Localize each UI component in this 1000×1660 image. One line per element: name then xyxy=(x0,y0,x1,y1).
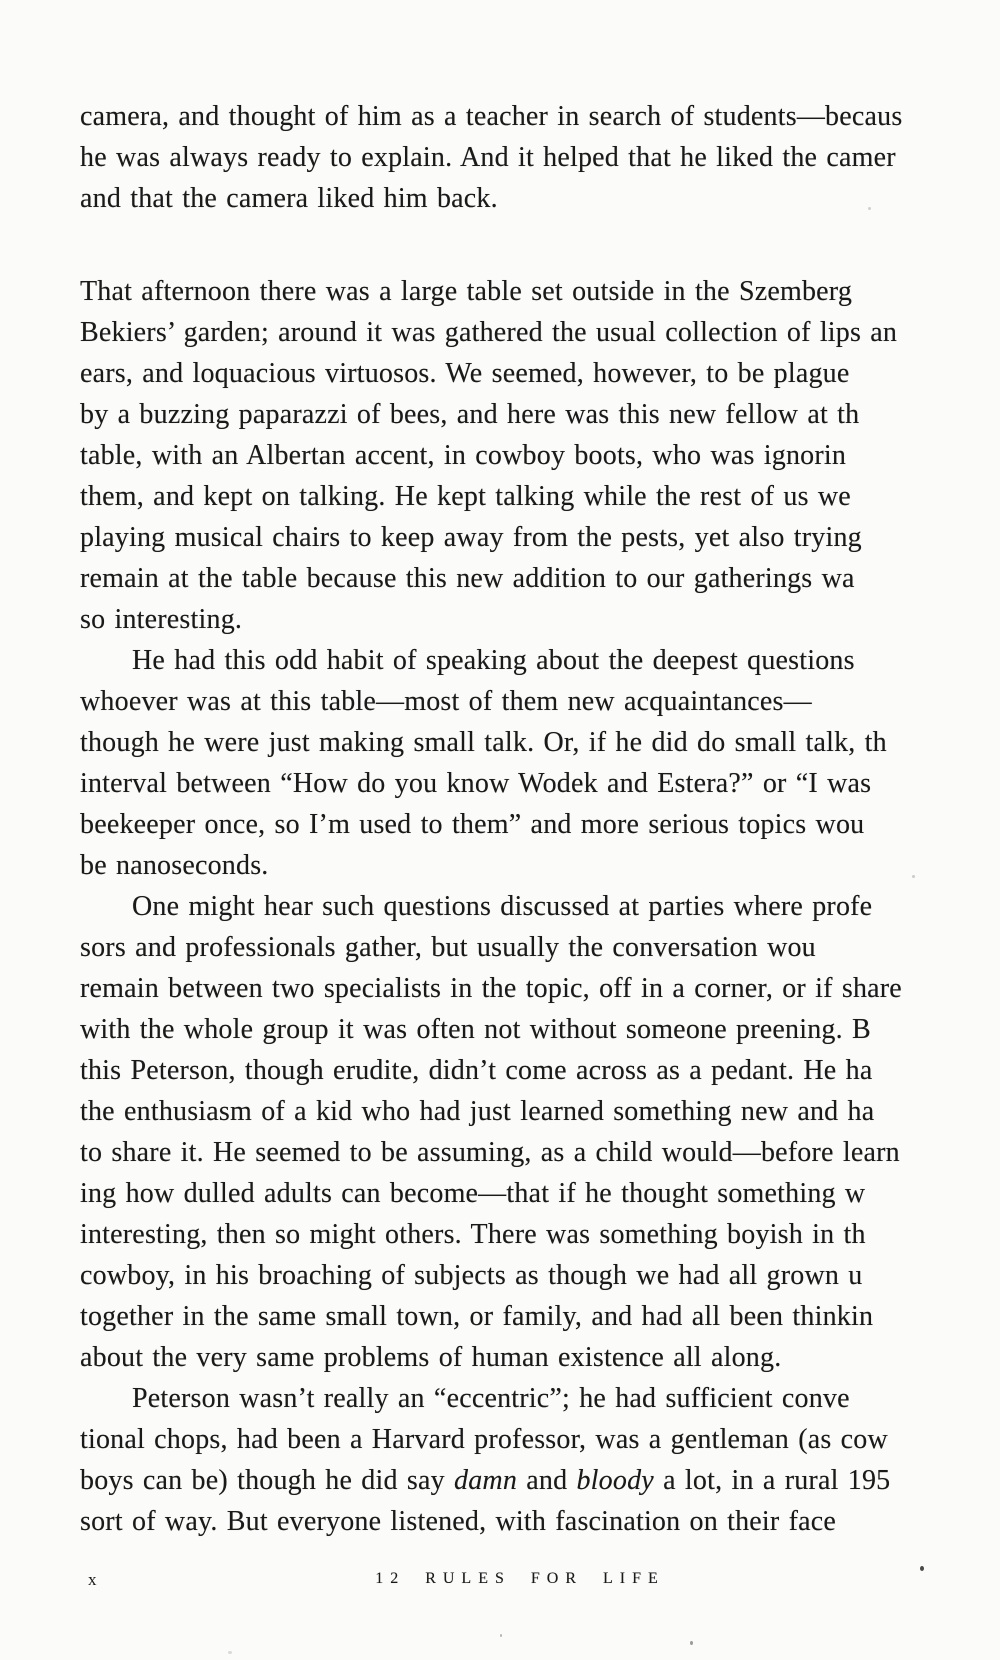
text-line: ing how dulled adults can become—that if he thought something w xyxy=(80,1178,866,1209)
text-line: ears, and loquacious virtuosos. We seemed, however, to be plague xyxy=(80,358,850,389)
text-line: He had this odd habit of speaking about the deepest questions xyxy=(132,645,855,676)
text-line-with-italics xyxy=(80,1460,1000,1501)
paragraph xyxy=(80,640,1000,886)
text-line: remain between two specialists in the topic, off in a corner, or if share xyxy=(80,973,902,1004)
text-line: sort of way. But everyone listened, with fascination on their face xyxy=(80,1506,837,1537)
text-segment: boys can be) though he did say xyxy=(80,1465,455,1496)
scan-speck xyxy=(920,1566,924,1571)
text-line: with the whole group it was often not without someone preening. B xyxy=(80,1014,871,1045)
text-line: interesting, then so might others. There was something boyish in th xyxy=(80,1219,866,1250)
scan-speck xyxy=(228,1651,232,1654)
paragraph-section-start xyxy=(80,271,1000,640)
paragraph xyxy=(80,1378,1000,1542)
text-line: by a buzzing paparazzi of bees, and here was this new fellow at th xyxy=(80,399,860,430)
italic-word: bloody xyxy=(576,1465,654,1496)
scan-speck xyxy=(690,1641,693,1645)
scan-speck xyxy=(912,875,915,878)
scan-speck xyxy=(500,1634,502,1637)
text-line: the enthusiasm of a kid who had just learned something new and ha xyxy=(80,1096,875,1127)
paragraph xyxy=(80,886,1000,1378)
text-line: One might hear such questions discussed at parties where profe xyxy=(132,891,873,922)
text-line: about the very same problems of human existence all along. xyxy=(80,1342,782,1373)
text-line: beekeeper once, so I’m used to them” and more serious topics wou xyxy=(80,809,865,840)
text-line: tional chops, had been a Harvard professor, was a gentleman (as cow xyxy=(80,1424,888,1455)
text-line: he was always ready to explain. And it helped that he liked the camer xyxy=(80,142,896,173)
italic-word: damn xyxy=(454,1465,518,1496)
text-segment: and xyxy=(517,1465,577,1496)
text-line: Peterson wasn’t really an “eccentric”; he had sufficient conve xyxy=(132,1383,850,1414)
text-line: whoever was at this table—most of them new acquaintances— xyxy=(80,686,812,717)
text-line: cowboy, in his broaching of subjects as though we had all grown u xyxy=(80,1260,863,1291)
text-line: so interesting. xyxy=(80,604,243,635)
text-line: interval between “How do you know Wodek and Estera?” or “I was xyxy=(80,768,872,799)
text-line: them, and kept on talking. He kept talking while the rest of us we xyxy=(80,481,851,512)
text-line: sors and professionals gather, but usually the conversation wou xyxy=(80,932,816,963)
running-head: 12 RULES FOR LIFE xyxy=(375,1570,665,1587)
paragraph-continuation xyxy=(80,96,1000,219)
text-column xyxy=(80,96,1000,1542)
text-line: though he were just making small talk. Or, if he did do small talk, th xyxy=(80,727,887,758)
text-line: to share it. He seemed to be assuming, as a child would—before learn xyxy=(80,1137,900,1168)
text-segment: a lot, in a rural 195 xyxy=(653,1465,891,1496)
text-line: together in the same small town, or family, and had all been thinkin xyxy=(80,1301,874,1332)
page-footer xyxy=(0,1570,1000,1594)
text-line: be nanoseconds. xyxy=(80,850,269,881)
text-line: this Peterson, though erudite, didn’t come across as a pedant. He ha xyxy=(80,1055,873,1086)
text-line: remain at the table because this new addition to our gatherings wa xyxy=(80,563,855,594)
text-line: playing musical chairs to keep away from the pests, yet also trying xyxy=(80,522,862,553)
page-number: x xyxy=(88,1570,98,1589)
scan-speck xyxy=(868,207,871,210)
text-line: Bekiers’ garden; around it was gathered the usual collection of lips an xyxy=(80,317,898,348)
text-line: camera, and thought of him as a teacher in search of students—becaus xyxy=(80,101,903,132)
text-line: That afternoon there was a large table set outside in the Szemberg xyxy=(80,276,853,307)
text-line: table, with an Albertan accent, in cowboy boots, who was ignorin xyxy=(80,440,847,471)
text-line: and that the camera liked him back. xyxy=(80,183,498,214)
